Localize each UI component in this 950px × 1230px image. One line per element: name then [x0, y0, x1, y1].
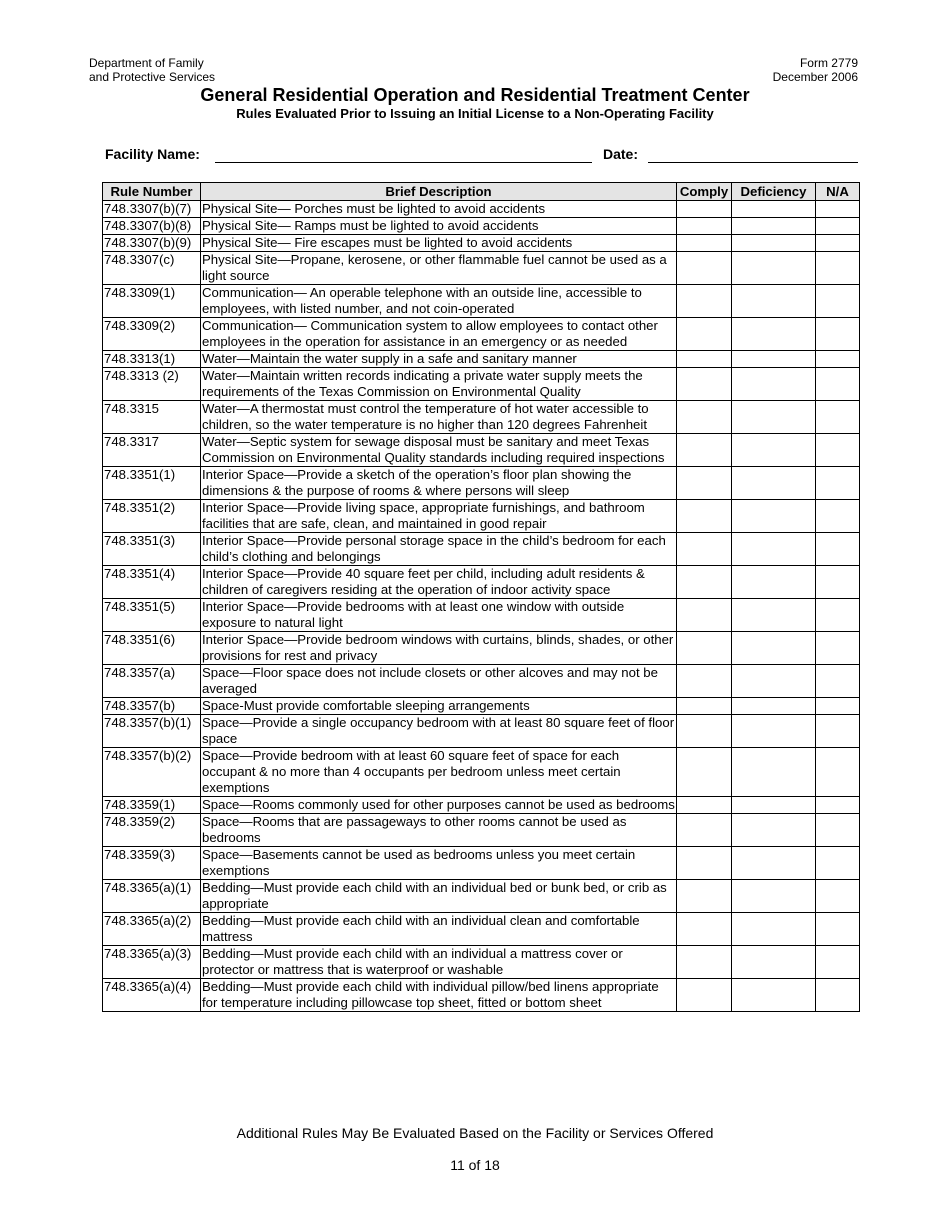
na-cell[interactable]: [816, 285, 860, 318]
description-cell: Space—Provide a single occupancy bedroom with at least 80 square feet of floor space: [201, 715, 677, 748]
comply-cell[interactable]: [677, 979, 732, 1012]
description-cell: Communication— An operable telephone with an outside line, accessible to employees, with listed number, and not coin-operated: [201, 285, 677, 318]
rule-number-cell: 748.3359(3): [103, 847, 201, 880]
description-cell: Bedding—Must provide each child with an individual a mattress cover or protector or mattress that is waterproof or washable: [201, 946, 677, 979]
deficiency-cell[interactable]: [732, 252, 816, 285]
rule-number-cell: 748.3351(3): [103, 533, 201, 566]
comply-cell[interactable]: [677, 566, 732, 599]
deficiency-cell[interactable]: [732, 434, 816, 467]
comply-cell[interactable]: [677, 665, 732, 698]
comply-cell[interactable]: [677, 748, 732, 797]
comply-cell[interactable]: [677, 351, 732, 368]
comply-cell[interactable]: [677, 814, 732, 847]
rule-number-cell: 748.3307(b)(8): [103, 218, 201, 235]
rule-number-cell: 748.3313 (2): [103, 368, 201, 401]
rule-number-cell: 748.3365(a)(2): [103, 913, 201, 946]
rule-number-cell: 748.3307(b)(7): [103, 201, 201, 218]
deficiency-cell[interactable]: [732, 285, 816, 318]
table-row: [103, 318, 860, 351]
comply-cell[interactable]: [677, 467, 732, 500]
na-cell[interactable]: [816, 913, 860, 946]
comply-cell[interactable]: [677, 847, 732, 880]
deficiency-cell[interactable]: [732, 665, 816, 698]
comply-cell[interactable]: [677, 632, 732, 665]
description-cell: Physical Site— Fire escapes must be lighted to avoid accidents: [201, 235, 677, 252]
deficiency-cell[interactable]: [732, 318, 816, 351]
column-header-brief-description: Brief Description: [201, 183, 677, 201]
rule-number-cell: 748.3307(c): [103, 252, 201, 285]
table-row: [103, 500, 860, 533]
description-cell: Communication— Communication system to allow employees to contact other employees in the operation for assistance in an emergency or as needed: [201, 318, 677, 351]
table-row: [103, 632, 860, 665]
na-cell[interactable]: [816, 318, 860, 351]
rules-table-body: [103, 201, 860, 1012]
deficiency-cell[interactable]: [732, 401, 816, 434]
deficiency-cell[interactable]: [732, 979, 816, 1012]
description-cell: Bedding—Must provide each child with an individual bed or bunk bed, or crib as appropriate: [201, 880, 677, 913]
deficiency-cell[interactable]: [732, 218, 816, 235]
rules-table: [102, 182, 860, 1012]
description-cell: Bedding—Must provide each child with individual pillow/bed linens appropriate for temperature including pillowcase top sheet, fitted or bottom sheet: [201, 979, 677, 1012]
deficiency-cell[interactable]: [732, 632, 816, 665]
department-name: [89, 56, 215, 84]
table-row: [103, 665, 860, 698]
table-row: [103, 599, 860, 632]
page-number: 11 of 18: [450, 1157, 500, 1173]
na-cell[interactable]: [816, 500, 860, 533]
deficiency-cell[interactable]: [732, 566, 816, 599]
deficiency-cell[interactable]: [732, 946, 816, 979]
deficiency-cell[interactable]: [732, 698, 816, 715]
deficiency-cell[interactable]: [732, 748, 816, 797]
rule-number-cell: 748.3365(a)(4): [103, 979, 201, 1012]
na-cell[interactable]: [816, 698, 860, 715]
date-label: Date:: [603, 146, 639, 162]
comply-cell[interactable]: [677, 252, 732, 285]
deficiency-cell[interactable]: [732, 235, 816, 252]
description-cell: Space—Basements cannot be used as bedrooms unless you meet certain exemptions: [201, 847, 677, 880]
facility-name-field[interactable]: [215, 162, 592, 163]
table-row: [103, 218, 860, 235]
column-header-deficiency: Deficiency: [732, 183, 816, 201]
comply-cell[interactable]: [677, 201, 732, 218]
comply-cell[interactable]: [677, 368, 732, 401]
na-cell[interactable]: [816, 201, 860, 218]
rule-number-cell: 748.3313(1): [103, 351, 201, 368]
description-cell: Interior Space—Provide personal storage space in the child’s bedroom for each child’s clothing and belongings: [201, 533, 677, 566]
description-cell: Bedding—Must provide each child with an individual clean and comfortable mattress: [201, 913, 677, 946]
na-cell[interactable]: [816, 599, 860, 632]
deficiency-cell[interactable]: [732, 201, 816, 218]
table-row: [103, 434, 860, 467]
na-cell[interactable]: [816, 632, 860, 665]
na-cell[interactable]: [816, 252, 860, 285]
deficiency-cell[interactable]: [732, 599, 816, 632]
rule-number-cell: 748.3357(b)(1): [103, 715, 201, 748]
table-row: [103, 351, 860, 368]
deficiency-cell[interactable]: [732, 814, 816, 847]
rule-number-cell: 748.3309(2): [103, 318, 201, 351]
comply-cell[interactable]: [677, 880, 732, 913]
rule-number-cell: 748.3315: [103, 401, 201, 434]
table-row: [103, 847, 860, 880]
table-row: [103, 252, 860, 285]
facility-name-label: Facility Name:: [105, 146, 200, 162]
table-row: [103, 797, 860, 814]
document-title: General Residential Operation and Residential Treatment Center: [200, 85, 750, 105]
column-header-rule-number: Rule Number: [103, 183, 201, 201]
description-cell: Space-Must provide comfortable sleeping arrangements: [201, 698, 677, 715]
description-cell: Interior Space—Provide bedroom windows with curtains, blinds, shades, or other provisions for rest and privacy: [201, 632, 677, 665]
description-cell: Interior Space—Provide 40 square feet per child, including adult residents & children of caregivers residing at the operation of indoor activity space: [201, 566, 677, 599]
table-row: [103, 533, 860, 566]
na-cell[interactable]: [816, 748, 860, 797]
comply-cell[interactable]: [677, 946, 732, 979]
na-cell[interactable]: [816, 946, 860, 979]
comply-cell[interactable]: [677, 797, 732, 814]
rule-number-cell: 748.3351(2): [103, 500, 201, 533]
rule-number-cell: 748.3365(a)(3): [103, 946, 201, 979]
description-cell: Water—A thermostat must control the temperature of hot water accessible to children, so the water temperature is no higher than 120 degrees Fahrenheit: [201, 401, 677, 434]
rule-number-cell: 748.3357(b): [103, 698, 201, 715]
comply-cell[interactable]: [677, 500, 732, 533]
description-cell: Space—Rooms that are passageways to other rooms cannot be used as bedrooms: [201, 814, 677, 847]
table-row: [103, 748, 860, 797]
table-row: [103, 715, 860, 748]
description-cell: Space—Rooms commonly used for other purposes cannot be used as bedrooms: [202, 797, 675, 812]
table-row: [103, 368, 860, 401]
description-cell: Physical Site— Porches must be lighted to avoid accidents: [201, 201, 677, 218]
table-row: [103, 880, 860, 913]
footer-note: Additional Rules May Be Evaluated Based on the Facility or Services Offered: [236, 1125, 714, 1141]
comply-cell[interactable]: [677, 235, 732, 252]
rule-number-cell: 748.3309(1): [103, 285, 201, 318]
comply-cell[interactable]: [677, 318, 732, 351]
deficiency-cell[interactable]: [732, 847, 816, 880]
comply-cell[interactable]: [677, 218, 732, 235]
na-cell[interactable]: [816, 533, 860, 566]
rule-number-cell: 748.3351(1): [103, 467, 201, 500]
table-row: [103, 285, 860, 318]
description-cell: Interior Space—Provide living space, appropriate furnishings, and bathroom facilities that are safe, clean, and maintained in good repair: [201, 500, 677, 533]
table-header-row: [103, 183, 860, 201]
table-row: [103, 913, 860, 946]
comply-cell[interactable]: [677, 599, 732, 632]
na-cell[interactable]: [816, 467, 860, 500]
comply-cell[interactable]: [677, 434, 732, 467]
na-cell[interactable]: [816, 434, 860, 467]
deficiency-cell[interactable]: [732, 500, 816, 533]
table-row: [103, 814, 860, 847]
na-cell[interactable]: [816, 847, 860, 880]
comply-cell[interactable]: [677, 285, 732, 318]
department-line-1: Department of Family: [89, 56, 204, 70]
rule-number-cell: 748.3357(b)(2): [103, 748, 201, 797]
date-field[interactable]: [648, 162, 858, 163]
table-row: [103, 235, 860, 252]
description-cell: Water—Maintain written records indicating a private water supply meets the requirements of the Texas Commission on Environmental Quality: [201, 368, 677, 401]
description-cell: Physical Site—Propane, kerosene, or other flammable fuel cannot be used as a light source: [201, 252, 677, 285]
deficiency-cell[interactable]: [732, 467, 816, 500]
rule-number-cell: 748.3351(6): [103, 632, 201, 665]
table-row: [103, 467, 860, 500]
table-row: [103, 401, 860, 434]
table-row: [103, 979, 860, 1012]
na-cell[interactable]: [816, 665, 860, 698]
na-cell[interactable]: [816, 401, 860, 434]
deficiency-cell[interactable]: [732, 368, 816, 401]
na-cell[interactable]: [816, 351, 860, 368]
comply-cell[interactable]: [677, 698, 732, 715]
rule-number-cell: 748.3307(b)(9): [103, 235, 201, 252]
na-cell[interactable]: [816, 368, 860, 401]
rule-number-cell: 748.3357(a): [103, 665, 201, 698]
rule-number-cell: 748.3359(2): [103, 814, 201, 847]
comply-cell[interactable]: [677, 401, 732, 434]
description-cell: Interior Space—Provide a sketch of the operation’s floor plan showing the dimensions & the purpose of rooms & where persons will sleep: [201, 467, 677, 500]
form-date: December 2006: [772, 70, 858, 84]
na-cell[interactable]: [816, 218, 860, 235]
table-row: [103, 566, 860, 599]
description-cell: Interior Space—Provide bedrooms with at least one window with outside exposure to natural light: [201, 599, 677, 632]
description-cell: Water—Maintain the water supply in a safe and sanitary manner: [201, 351, 677, 368]
deficiency-cell[interactable]: [732, 351, 816, 368]
column-header-na: N/A: [816, 183, 860, 201]
rule-number-cell: 748.3317: [103, 434, 201, 467]
table-row: [103, 946, 860, 979]
table-row: [103, 201, 860, 218]
na-cell[interactable]: [816, 979, 860, 1012]
na-cell[interactable]: [816, 235, 860, 252]
description-cell: Space—Provide bedroom with at least 60 square feet of space for each occupant & no more than 4 occupants per bedroom unless meet certain exemptions: [201, 748, 677, 797]
form-number: Form 2779: [799, 56, 858, 70]
comply-cell[interactable]: [677, 715, 732, 748]
deficiency-cell[interactable]: [732, 715, 816, 748]
comply-cell[interactable]: [677, 533, 732, 566]
description-cell: Space—Floor space does not include closets or other alcoves and may not be averaged: [201, 665, 677, 698]
rule-number-cell: 748.3351(4): [103, 566, 201, 599]
na-cell[interactable]: [816, 814, 860, 847]
na-cell[interactable]: [816, 797, 860, 814]
deficiency-cell[interactable]: [732, 533, 816, 566]
description-cell: Water—Septic system for sewage disposal must be sanitary and meet Texas Commission on Environmental Quality standards including required inspections: [201, 434, 677, 467]
na-cell[interactable]: [816, 880, 860, 913]
comply-cell[interactable]: [677, 913, 732, 946]
deficiency-cell[interactable]: [732, 880, 816, 913]
department-line-2: and Protective Services: [89, 70, 216, 84]
rule-number-cell: 748.3359(1): [103, 797, 201, 814]
deficiency-cell[interactable]: [732, 913, 816, 946]
deficiency-cell[interactable]: [732, 797, 816, 814]
form-info: [773, 56, 858, 84]
rule-number-cell: 748.3351(5): [103, 599, 201, 632]
na-cell[interactable]: [816, 566, 860, 599]
document-subtitle: Rules Evaluated Prior to Issuing an Initial License to a Non-Operating Facility: [236, 106, 714, 121]
table-row: [103, 698, 860, 715]
rule-number-cell: 748.3365(a)(1): [103, 880, 201, 913]
description-cell: Physical Site— Ramps must be lighted to avoid accidents: [201, 218, 677, 235]
na-cell[interactable]: [816, 715, 860, 748]
column-header-comply: Comply: [677, 183, 732, 201]
